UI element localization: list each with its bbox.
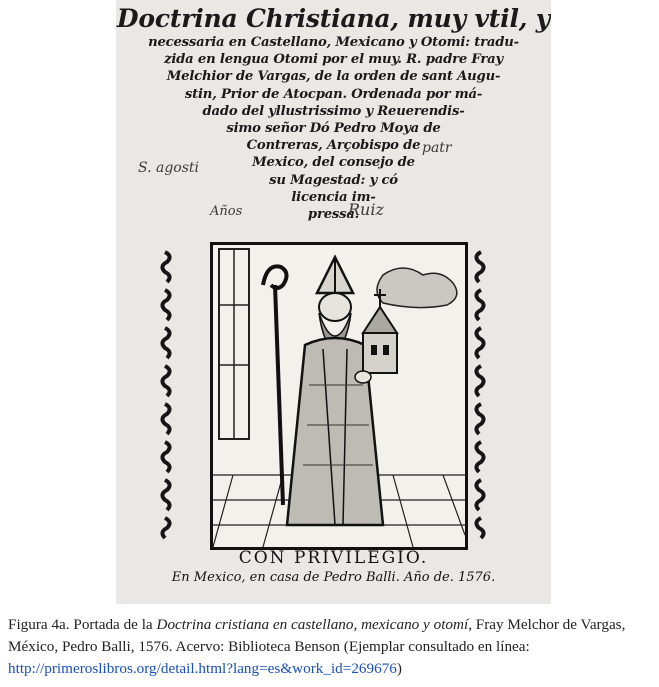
caption-link[interactable]: http://primeroslibros.org/detail.html?lang=es&work_id=269676 [8,660,397,677]
title-line-4: stin, Prior de Atocpan. Ordenada por má- [184,86,483,102]
title-line-0: Doctrina Christiana, muy vtil, y [116,4,551,33]
title-line-5: dado del yllustrissimo y Reuerendis- [202,103,465,119]
caption-text-before: Portada de la [73,616,153,633]
ornamental-border-right [468,246,494,546]
handwritten-signature: Ruiz [348,200,384,219]
bishop-woodcut-icon [213,245,465,547]
caption-italic-title: Doctrina cristiana en castellano, mexicano y otomí [156,616,469,633]
caption-closing: ) [396,660,402,677]
handwritten-note-right: patr [422,140,452,156]
caption-label: Figura 4a. [8,616,70,633]
imprint-line: En Mexico, en casa de Pedro Balli. Año de. 1576. [171,570,496,585]
figure-caption [8,614,656,680]
title-line-3: Melchior de Vargas, de la orden de sant Augu- [166,69,501,85]
title-line-10: licencia im- [291,189,376,205]
title-line-1: necessaria en Castellano, Mexicano y Otomi: tradu- [148,35,519,50]
title-line-2: zida en lengua Otomi por el muy. R. padre Fray [164,52,503,68]
handwritten-note-left: S. agosti [138,160,200,176]
title-line-8: Mexico, del consejo de [252,155,415,171]
handwritten-note-below: Años [210,204,243,219]
title-line-9: su Magestad: y có [269,172,398,188]
title-line-11: pressa. [307,207,360,223]
ornamental-border-left [152,246,178,546]
title-line-6: simo señor Dó Pedro Moya de [226,121,441,137]
caption-text-after: , Fray Melchor de Vargas, México, Pedro Balli, 1576. Acervo: Biblioteca Benson (Ejemplar consultado en línea: [8,616,626,655]
title-page-scan [116,0,551,604]
woodcut-illustration [210,242,468,550]
privilege-line: CON PRIVILEGIO. [238,548,429,568]
title-line-7: Contreras, Arçobispo de [246,138,421,154]
title-text-block [116,4,551,223]
